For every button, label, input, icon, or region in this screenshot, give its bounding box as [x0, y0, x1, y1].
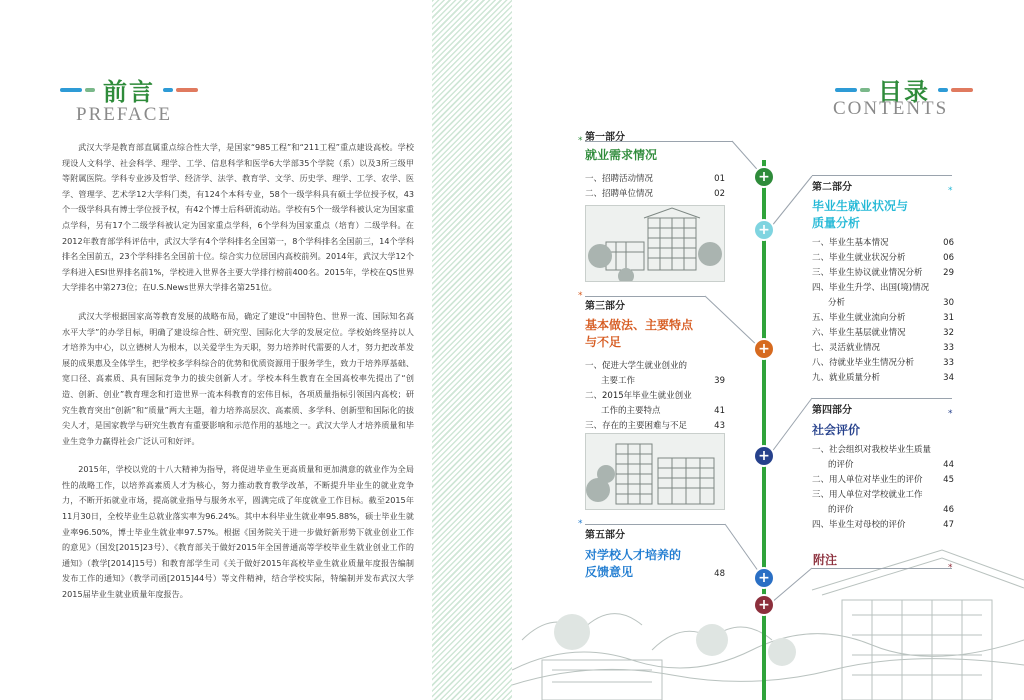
- preface-paragraph-1: 武汉大学是教育部直属重点综合性大学，是国家“985工程”和“211工程”重点建设高校。学校现设人文科学、社会科学、理学、工学、信息科学和医学6大学部35个学院（系）以及3所三级甲等附属医院。学科专业涉及哲学、经济学、法学、教育学、文学、历史学、理学、工学、农学、医学、管理学、艺术学12大学科门类，有124个本科专业，58个一级学科具有硕士学位授予权，43个一级学科具有博士学位授予权，有42个博士后科研流动站。学校有5个一级学科被认定为国家重点学科，另有17个二级学科被认定为国家重点学科，6个学科为国家重点（培育）二级学科。在2012年教育部学科评估中，武汉大学有4个学科排名全国第一，8个学科排名全国前三，14个学科排名全国前五，23个学科排名全国前十位。综合实力位居国内高校前列。2014年，武汉大学12个学科进入ESI世界排名前1%，学校进入世界各主要大学排行榜前400名。2015年，学校在QS世界大学排名中第273位；在U.S.News世界大学排名第251位。: [62, 142, 414, 293]
- toc-entry[interactable]: 二、毕业生就业状况分析 06: [812, 253, 954, 263]
- toc-section-3: [585, 297, 725, 434]
- connector-diagonal: [768, 175, 814, 230]
- toc-section-5: [585, 526, 725, 583]
- toc-entry[interactable]: 八、待就业毕业生情况分析 33: [812, 358, 954, 368]
- contents-cn-title: 目录: [878, 77, 930, 106]
- toc-entry[interactable]: 的评价 46: [828, 505, 954, 515]
- star-marker-icon: *: [948, 409, 953, 419]
- decor-dashes-left: [60, 88, 95, 92]
- toc-entry[interactable]: 四、毕业生升学、出国(境)情况: [812, 283, 930, 293]
- toc-entry[interactable]: 一、社会组织对我校毕业生质量: [812, 445, 932, 455]
- section-label: 第二部分: [812, 182, 852, 193]
- preface-paragraph-3: 2015年，学校以党的十八大精神为指导，将促进毕业生更高质量和更加满意的就业作为全局性的战略工作，以培养高素质人才为核心，努力推动教育教学改革，不断提升毕业生的就业竞争力，不断开拓就业市场，提高就业指导与服务水平，圆满完成了年度就业工作目标。截至2015年11月30日，全校毕业生总就业落实率为96.24%。其中本科毕业生就业率95.88%，硕士毕业生就业率96.50%，博士毕业生就业率97.57%。根据《国务院关于进一步做好新形势下就业创业工作的意见》（国发[2015]23号）、《教育部关于做好2015年全国普通高等学校毕业生就业创业工作的通知》（教学[2014]15号）和教育部学生司《关于做好2015年高校毕业生就业质量年度报告编制发布工作的通知》（教学司函[2015]44号）等文件精神，结合学校实际，特编制并发布武汉大学2015届毕业生就业质量年度报告。: [62, 464, 414, 600]
- star-marker-icon: *: [948, 186, 953, 196]
- building-photo-2: [585, 433, 725, 510]
- toc-entry[interactable]: 工作的主要特点 41: [601, 406, 725, 416]
- building-photo-1: [585, 205, 725, 282]
- connector-line: [585, 524, 725, 525]
- section-4-node-icon[interactable]: +: [755, 447, 773, 465]
- toc-entry[interactable]: 二、招聘单位情况 02: [585, 189, 725, 199]
- section-3-node-icon[interactable]: +: [755, 340, 773, 358]
- section-title[interactable]: 社会评价: [812, 423, 861, 437]
- section-label: 第一部分: [585, 132, 625, 143]
- appendix-node-icon[interactable]: +: [755, 596, 773, 614]
- star-marker-icon: *: [578, 136, 583, 146]
- toc-entry[interactable]: 九、就业质量分析 34: [812, 373, 954, 383]
- preface-heading: [60, 72, 198, 107]
- preface-en-title: PREFACE: [76, 104, 173, 125]
- toc-section-4: [812, 401, 954, 533]
- decor-dashes-left: [835, 88, 870, 92]
- star-marker-icon: *: [948, 563, 953, 573]
- decor-dashes-right: [163, 88, 198, 92]
- toc-entry[interactable]: 三、用人单位对学校就业工作: [812, 490, 923, 500]
- toc-entry[interactable]: 的评价 44: [828, 460, 954, 470]
- connector-diagonal: [768, 567, 814, 607]
- toc-entry[interactable]: 二、用人单位对毕业生的评价 45: [812, 475, 954, 485]
- preface-cn-title: 前言: [103, 77, 155, 106]
- toc-section-1: [585, 128, 725, 202]
- section-label: 第五部分: [585, 530, 625, 541]
- star-marker-icon: *: [578, 519, 583, 529]
- connector-diagonal: [768, 397, 814, 457]
- section-title[interactable]: 基本做法、主要特点 与不足: [585, 318, 694, 349]
- toc-entry[interactable]: 一、毕业生基本情况 06: [812, 238, 954, 248]
- contents-en-title: CONTENTS: [833, 98, 949, 119]
- toc-entry[interactable]: 七、灵活就业情况 33: [812, 343, 954, 353]
- section-5-page: 48: [714, 569, 725, 579]
- section-title[interactable]: 毕业生就业状况与 质量分析: [812, 199, 909, 230]
- toc-entry[interactable]: 六、毕业生基层就业情况 32: [812, 328, 954, 338]
- toc-entry[interactable]: 一、促进大学生就业创业的: [585, 361, 688, 371]
- toc-entry[interactable]: 主要工作 39: [601, 376, 725, 386]
- section-label: 第四部分: [812, 405, 852, 416]
- toc-entry[interactable]: 五、毕业生就业流向分析 31: [812, 313, 954, 323]
- preface-paragraph-2: 武汉大学根据国家高等教育发展的战略布局，确定了建设“中国特色、世界一流、国际知名高水平大学”的办学目标，明确了建设综合性、研究型、国际化大学的发展定位。学校始终坚持以人才培养为中心，以立德树人为根本，以关爱学生为天职，努力培养时代需要的人才，努力把改革发展的成果惠及全体学生，把学校多学科综合的优势和优质资源用于服务学生，致力于培养厚基础、宽口径、高素质、具有国际竞争力的拔尖创新人才。学校本科生教育在全国高校率先提出了“创造、创新、创业”教育理念和打造世界一流本科教育的宏伟目标，各项质量指标引领国内高校；研究生教育突出“创新”和“质量”两大主题，着力培养高层次、高素质、多学科、创新型和国际化的拔尖人才，是国家教学与研究生教育有重要影响和示范作用的基地之一。武汉大学人才培养质量和毕业生竞争力赢得社会广泛认可和好评。: [62, 310, 414, 446]
- section-5-node-icon[interactable]: +: [755, 569, 773, 587]
- toc-section-2: [812, 178, 954, 386]
- preface-body: [62, 140, 414, 616]
- toc-timeline-spine: [762, 160, 766, 700]
- hatched-divider-strip: [432, 0, 512, 700]
- section-1-node-icon[interactable]: +: [755, 168, 773, 186]
- connector-line: [812, 175, 952, 176]
- toc-entry[interactable]: 分析 30: [828, 298, 954, 308]
- section-title[interactable]: 对学校人才培养的 反馈意见 48: [585, 547, 725, 583]
- toc-entry[interactable]: 三、毕业生协议就业情况分析 29: [812, 268, 954, 278]
- star-marker-icon: *: [578, 291, 583, 301]
- decor-dashes-right: [938, 88, 973, 92]
- section-2-node-icon[interactable]: +: [755, 221, 773, 239]
- toc-entry[interactable]: 二、2015年毕业生就业创业: [585, 391, 692, 401]
- appendix-title[interactable]: 附注: [813, 553, 838, 567]
- toc-entry[interactable]: 四、毕业生对母校的评价 47: [812, 520, 954, 530]
- connector-line: [812, 398, 952, 399]
- toc-entry[interactable]: 一、招聘活动情况 01: [585, 174, 725, 184]
- toc-entry[interactable]: 三、存在的主要困难与不足 43: [585, 421, 725, 431]
- section-title[interactable]: 就业需求情况: [585, 148, 658, 162]
- section-label: 第三部分: [585, 301, 625, 312]
